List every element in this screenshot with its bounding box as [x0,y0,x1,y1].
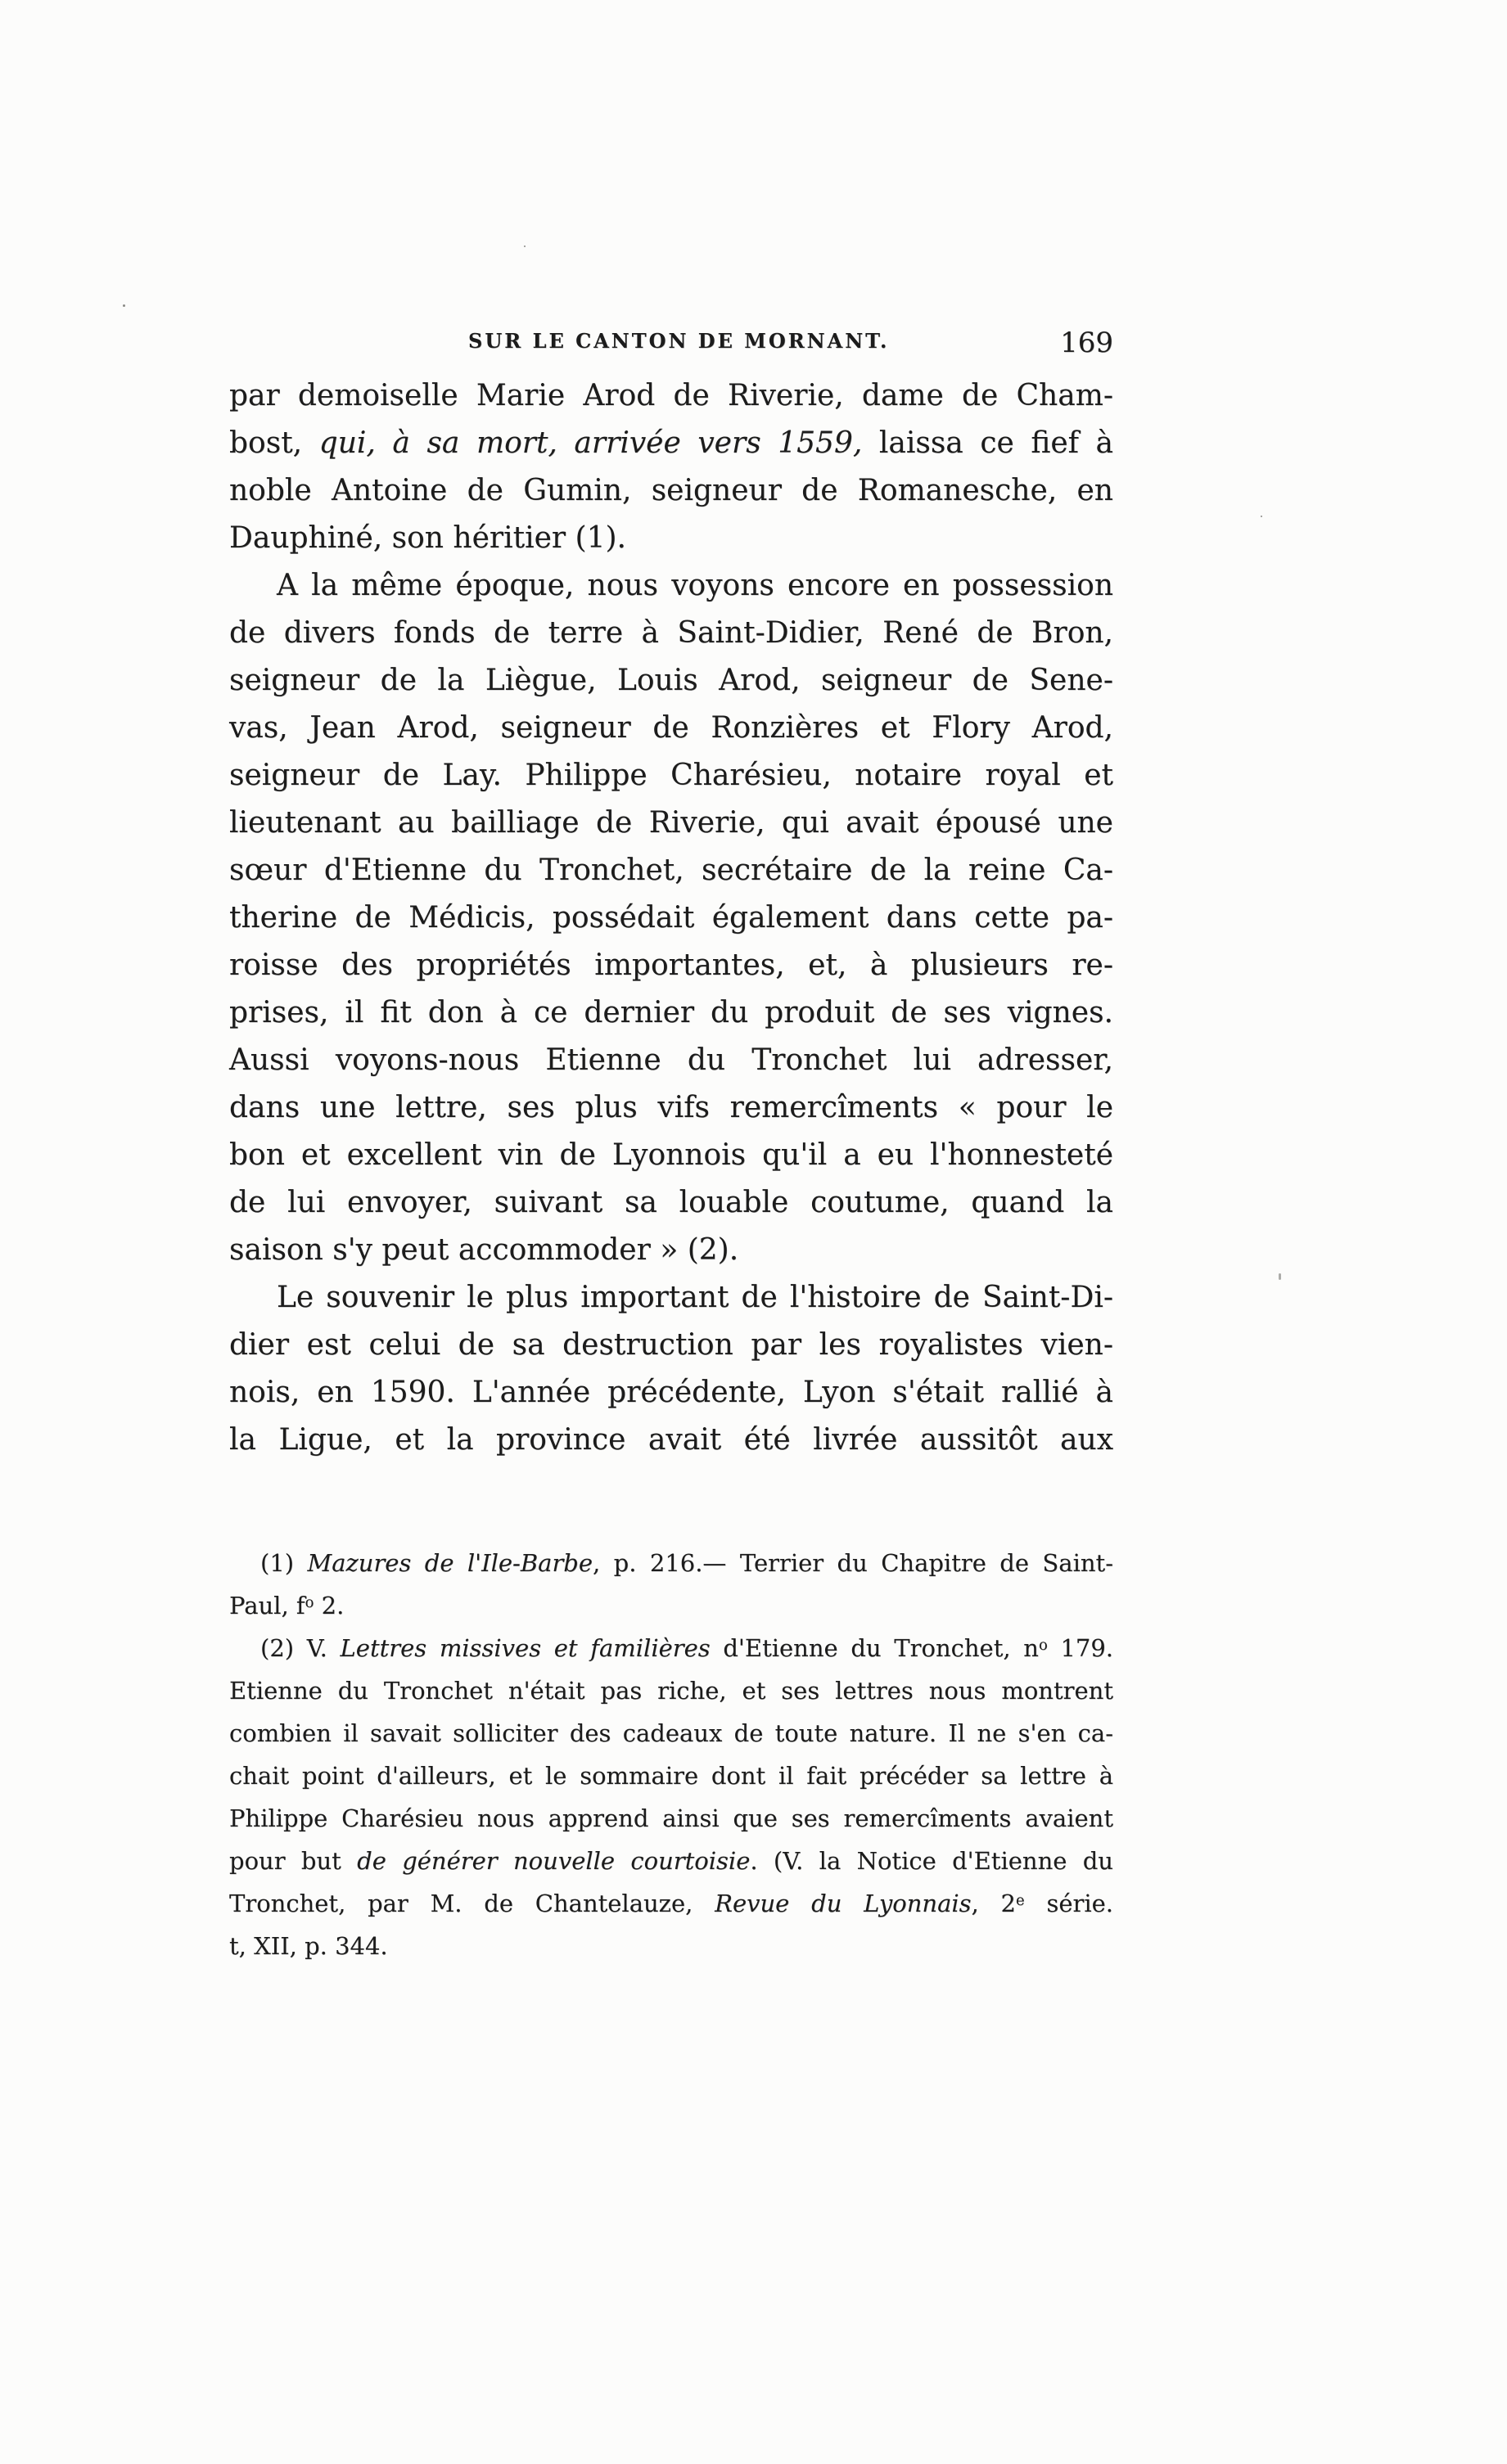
text-segment: pour but [229,1847,358,1875]
text-line [229,800,1113,847]
text-segment: chait point d'ailleurs, et le sommaire dont il fait précéder sa lettre à [229,1762,1113,1790]
scan-speck [1279,1273,1281,1280]
text-line [229,894,1113,942]
text-line [229,515,1113,562]
text-line [229,420,1113,467]
text-segment: seigneur de Lay. Philippe Charésieu, notaire royal et [229,759,1113,792]
text-segment: bon et excellent vin de Lyonnois qu'il a eu l'honnesteté [229,1138,1113,1172]
text-segment: dier est celui de sa destruction par les royalistes vien- [229,1328,1113,1362]
text-line [229,1925,1113,1967]
text-line [229,562,1113,610]
text-line [229,1369,1113,1417]
body-text [229,372,1113,1464]
text-line [229,1584,1113,1627]
text-segment: qui, à sa mort, arrivée vers 1559, [318,426,863,460]
text-segment: therine de Médicis, possédait également dans cette pa- [229,901,1113,935]
text-segment: Dauphiné, son héritier (1). [229,521,626,555]
text-line [229,1322,1113,1369]
text-segment: Philippe Charésieu nous apprend ainsi que ses remercîments avaient [229,1804,1113,1832]
header-title: SUR LE CANTON DE MORNANT. [468,329,890,353]
text-line [229,1712,1113,1755]
text-line [229,1669,1113,1712]
text-segment: , p. 216.— Terrier du Chapitre de Saint- [593,1549,1113,1577]
running-header [229,329,1113,357]
text-segment: Tronchet, par M. de Chantelauze, [229,1890,715,1917]
text-segment: vas, Jean Arod, seigneur de Ronzières et Flory Arod, [229,711,1113,745]
text-line [229,1840,1113,1882]
text-segment: la Ligue, et la province avait été livrée aussitôt aux [229,1423,1113,1457]
text-segment: noble Antoine de Gumin, seigneur de Romanesche, en [229,474,1113,507]
text-line [229,1227,1113,1274]
text-line [229,1037,1113,1084]
scan-speck [123,304,125,307]
text-segment: (1) [260,1549,308,1577]
text-segment: Le souvenir le plus important de l'histoire de Saint-Di- [277,1281,1113,1314]
text-segment: Paul, f [229,1592,305,1619]
text-line [229,1755,1113,1797]
text-segment: Lettres missives et familières [340,1634,711,1662]
scan-speck [1261,516,1262,517]
text-line [229,1417,1113,1464]
text-segment: d'Etienne du Tronchet, n [710,1634,1039,1662]
text-segment: t, XII, p. 344. [229,1932,388,1960]
text-line [229,847,1113,894]
text-line [229,610,1113,657]
text-segment: . (V. la Notice d'Etienne du [750,1847,1113,1875]
text-line [229,467,1113,515]
text-segment: de lui envoyer, suivant sa louable coutume, quand la [229,1186,1113,1219]
text-segment: laissa ce fief à [862,426,1114,460]
footnotes [229,1542,1113,1967]
text-segment: bost, [229,426,319,460]
text-line [229,657,1113,705]
text-line [229,705,1113,752]
text-segment: 179. [1047,1634,1114,1662]
text-segment: o [1038,1636,1048,1654]
text-segment: e [1016,1891,1025,1909]
text-line [229,1627,1113,1669]
text-segment: Revue du Lyonnais [715,1890,972,1917]
text-line [229,1882,1113,1925]
text-line [229,1084,1113,1132]
text-segment: 2. [314,1592,345,1619]
text-line [229,1542,1113,1584]
text-segment: prises, il fit don à ce dernier du produit de ses vignes. [229,996,1113,1029]
text-segment: dans une lettre, ses plus vifs remercîments « pour le [229,1091,1113,1124]
text-line [229,1274,1113,1322]
text-segment: sœur d'Etienne du Tronchet, secrétaire de la reine Ca- [229,854,1113,887]
page-number: 169 [1060,327,1113,359]
text-segment: combien il savait solliciter des cadeaux de toute nature. Il ne s'en ca- [229,1719,1113,1747]
text-segment: saison s'y peut accommoder » (2). [229,1233,739,1267]
text-segment: série. [1024,1890,1114,1917]
text-segment: Aussi voyons-nous Etienne du Tronchet lui adresser, [229,1043,1113,1077]
text-segment: par demoiselle Marie Arod de Riverie, dame de Cham- [229,379,1113,412]
text-line [229,942,1113,989]
text-segment: , 2 [971,1890,1017,1917]
text-segment: (2) V. [260,1634,341,1662]
scan-speck [524,245,526,247]
text-segment: lieutenant au bailliage de Riverie, qui avait épousé une [229,806,1113,840]
text-segment: de divers fonds de terre à Saint-Didier, René de Bron, [229,616,1113,650]
text-segment: Mazures de l'Ile-Barbe [307,1549,593,1577]
text-segment: Etienne du Tronchet n'était pas riche, et ses lettres nous montrent [229,1677,1113,1705]
text-segment: seigneur de la Liègue, Louis Arod, seigneur de Sene- [229,664,1113,697]
text-segment: de générer nouvelle courtoisie [357,1847,751,1875]
text-line [229,1797,1113,1840]
text-segment: o [305,1593,314,1611]
text-segment: A la même époque, nous voyons encore en possession [277,569,1113,602]
text-segment: nois, en 1590. L'année précédente, Lyon s'était rallié à [229,1376,1113,1409]
text-line [229,1179,1113,1227]
text-segment: roisse des propriétés importantes, et, à plusieurs re- [229,948,1113,982]
text-line [229,1132,1113,1179]
text-line [229,372,1113,420]
text-line [229,752,1113,800]
text-line [229,989,1113,1037]
